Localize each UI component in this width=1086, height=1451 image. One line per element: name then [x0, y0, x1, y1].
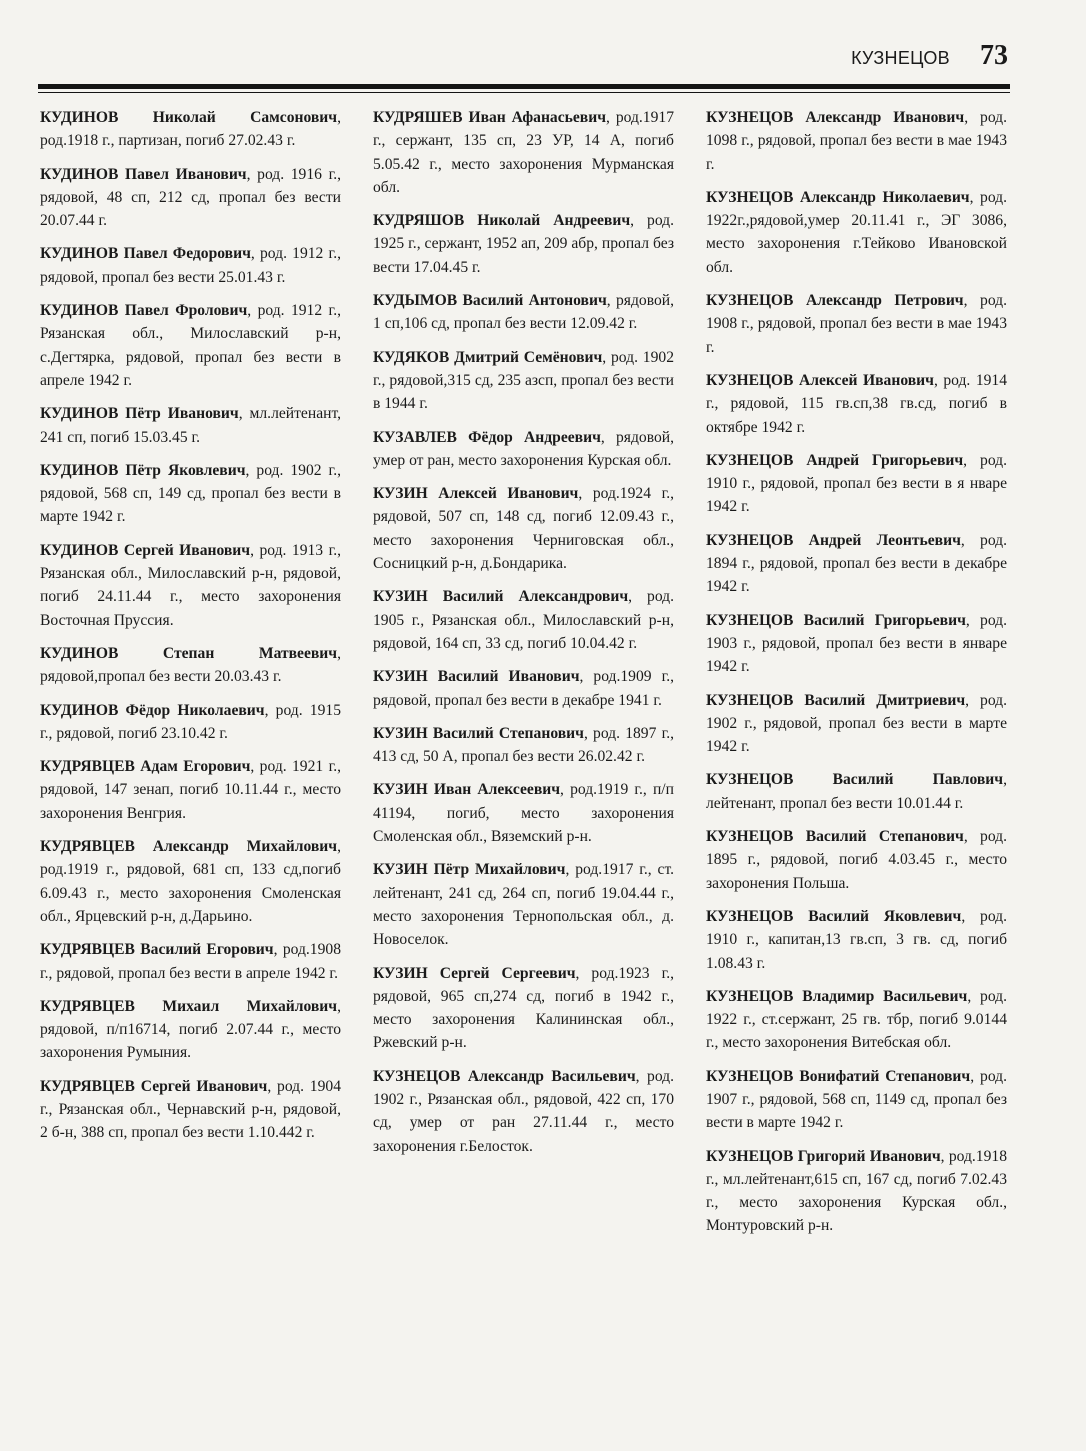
register-entry: КУЗНЕЦОВ Александр Иванович, род. 1098 г., рядовой, пропал без вести в мае 1943 г.	[706, 109, 1007, 173]
entry-details: род.1923 г., рядовой, 965 сп,274 сд, погиб в 1942 г., место захоронения Калининская обл., Ржевский р-н.	[373, 964, 675, 1052]
entry-details: род.1919 г., рядовой, 681 сп, 133 сд,погиб 6.09.43 г., место захоронения Смоленская обл., Ярцевский р-н, д.Дарьино.	[40, 861, 341, 925]
register-entry: КУДИНОВ Пётр Иванович, мл.лейтенант, 241 сп, погиб 15.03.45 г.	[40, 405, 341, 446]
entry-details: род.1909 г., рядовой, пропал без вести в декабре 1941 г.	[373, 668, 675, 709]
entry-details: род. 1908 г., рядовой, пропал без вести в мае 1943 г.	[706, 292, 1007, 356]
entry-details: рядовой,пропал без вести 20.03.43 г.	[40, 668, 282, 686]
register-entry: КУЗАВЛЕВ Фёдор Андреевич, рядовой, умер от ран, место захоронения Курская обл.	[373, 428, 674, 469]
entry-name: КУДИНОВ Николай Самсонович	[40, 109, 338, 126]
page-number: 73	[980, 40, 1008, 71]
entry-details: род. 1098 г., рядовой, пропал без вести в мае 1943 г.	[706, 109, 1007, 173]
register-entry: КУЗНЕЦОВ Александр Петрович, род. 1908 г., рядовой, пропал без вести в мае 1943 г.	[706, 292, 1007, 356]
entry-name: КУДРЯВЦЕВ Александр Михайлович	[40, 838, 338, 856]
entry-name: КУЗИН Иван Алексеевич	[373, 781, 561, 799]
register-entry: КУЗИН Василий Иванович, род.1909 г., рядовой, пропал без вести в декабре 1941 г.	[373, 668, 675, 709]
register-entry: КУДРЯВЦЕВ Василий Егорович, род.1908 г., рядовой, пропал без вести в апреле 1942 г.	[40, 941, 341, 982]
entry-details: род. 1902 г., рядовой, 568 сп, 149 сд, пропал без вести в марте 1942 г.	[40, 461, 341, 526]
entry-details: род. 1922г.,рядовой,умер 20.11.41 г., ЭГ 3086, место захоронения г.Тейково Ивановской обл.	[706, 188, 1007, 276]
entry-name: КУДЫМОВ Василий Антонович	[373, 292, 607, 310]
entry-name: КУДИНОВ Павел Фролович	[40, 302, 248, 320]
entry-details: род.1908 г., рядовой, пропал без вести в апреле 1942 г.	[40, 941, 341, 982]
running-head-surname: КУЗНЕЦОВ	[851, 48, 950, 68]
entry-name: КУДРЯВЦЕВ Адам Егорович	[40, 758, 251, 776]
register-entry: КУЗИН Сергей Сергеевич, род.1923 г., рядовой, 965 сп,274 сд, погиб в 1942 г., место захоронения Калининская обл., Ржевский р-н.	[373, 964, 675, 1052]
entry-name: КУЗИН Пётр Михайлович	[373, 861, 566, 879]
entry-details: род. 1902 г., Рязанская обл., рядовой, 422 сп, 170 сд, умер от ран 27.11.44 г., место захоронения г.Белосток.	[373, 1067, 674, 1155]
entry-name: КУЗИН Василий Степанович	[373, 724, 584, 742]
entry-name: КУЗНЕЦОВ Владимир Васильевич	[706, 987, 968, 1005]
register-entry: КУЗИН Пётр Михайлович, род.1917 г., ст. лейтенант, 241 сд, 264 сп, погиб 19.04.44 г., место захоронения Тернопольская обл., д. Новоселок.	[373, 861, 674, 949]
entry-details: род. 1922 г., ст.сержант, 25 гв. тбр, погиб 9.0144 г., место захоронения Витебская обл.	[706, 987, 1007, 1052]
register-entry: КУЗНЕЦОВ Александр Васильевич, род. 1902 г., Рязанская обл., рядовой, 422 сп, 170 сд, умер от ран 27.11.44 г., место захоронения г.Белосток.	[373, 1067, 674, 1155]
entry-name: КУДЯКОВ Дмитрий Семёнович	[373, 348, 603, 366]
entry-name: КУДРЯВЦЕВ Михаил Михайлович	[40, 997, 338, 1015]
entry-name: КУЗНЕЦОВ Алексей Иванович	[706, 371, 934, 389]
entry-name: КУДИНОВ Степан Матвеевич	[40, 644, 338, 662]
entry-details: мл.лейтенант, 241 сп, погиб 15.03.45 г.	[40, 405, 341, 446]
entry-name: КУЗНЕЦОВ Василий Степанович	[706, 828, 964, 846]
register-entry: КУЗНЕЦОВ Василий Григорьевич, род. 1903 г., рядовой, пропал без вести в январе 1942 г.	[706, 611, 1007, 676]
entry-details: род. 1916 г., рядовой, 48 сп, 212 сд, пропал без вести 20.07.44 г.	[40, 165, 341, 230]
entry-name: КУДРЯШОВ Николай Андреевич	[373, 212, 631, 230]
entry-details: род. 1921 г., рядовой, 147 зенап, погиб 10.11.44 г., место захоронения Венгрия.	[40, 758, 341, 822]
entry-details: род.1918 г., мл.лейтенант,615 сп, 167 сд, погиб 7.02.43 г., место захоронения Курская обл., Монтуровский р-н.	[706, 1147, 1007, 1235]
register-entry: КУЗНЕЦОВ Владимир Васильевич, род. 1922 г., ст.сержант, 25 гв. тбр, погиб 9.0144 г., место захоронения Витебская обл.	[706, 987, 1007, 1052]
entry-name: КУЗНЕЦОВ Григорий Иванович	[706, 1147, 941, 1165]
entry-name: КУДИНОВ Пётр Иванович	[40, 405, 239, 423]
entry-details: рядовой, умер от ран, место захоронения Курская обл.	[373, 428, 674, 469]
register-entry: КУДИНОВ Павел Иванович, род. 1916 г., рядовой, 48 сп, 212 сд, пропал без вести 20.07.44 г.	[40, 165, 341, 230]
entry-details: род. 1914 г., рядовой, 115 гв.сп,38 гв.сд, погиб в октябре 1942 г.	[706, 371, 1008, 436]
register-entry: КУДИНОВ Фёдор Николаевич, род. 1915 г., рядовой, погиб 23.10.42 г.	[40, 701, 341, 742]
entry-name: КУЗНЕЦОВ Андрей Леонтьевич	[706, 531, 961, 549]
entry-details: род. 1902 г., рядовой,315 сд, 235 азсп, пропал без вести в 1944 г.	[373, 348, 674, 413]
entry-name: КУДИНОВ Фёдор Николаевич	[40, 701, 265, 719]
register-entry: КУЗНЕЦОВ Александр Николаевич, род. 1922г.,рядовой,умер 20.11.41 г., ЭГ 3086, место захоронения г.Тейково Ивановской обл.	[706, 188, 1007, 276]
entry-details: род. 1894 г., рядовой, пропал без вести в декабре 1942 г.	[706, 531, 1008, 596]
entry-name: КУЗНЕЦОВ Василий Яковлевич	[706, 907, 962, 925]
register-entry: КУДРЯВЦЕВ Сергей Иванович, род. 1904 г., Рязанская обл., Чернавский р-н, рядовой, 2 б-н, 388 сп, пропал без вести 1.10.442 г.	[40, 1077, 341, 1142]
register-entry: КУЗНЕЦОВ Андрей Григорьевич, род. 1910 г., рядовой, пропал без вести в я нваре 1942 г.	[706, 451, 1007, 516]
register-entry: КУДРЯШОВ Николай Андреевич, род. 1925 г., сержант, 1952 ап, 209 абр, пропал без вести 17.04.45 г.	[373, 212, 675, 276]
register-entry: КУДРЯШЕВ Иван Афанасьевич, род.1917 г., сержант, 135 сп, 23 УР, 14 А, погиб 5.05.42 г., место захоронения Мурманская обл.	[373, 109, 674, 196]
entry-name: КУЗИН Василий Иванович	[373, 668, 580, 686]
register-entry: КУДРЯВЦЕВ Адам Егорович, род. 1921 г., рядовой, 147 зенап, погиб 10.11.44 г., место захоронения Венгрия.	[40, 758, 341, 822]
entry-name: КУДИНОВ Павел Федорович	[40, 245, 251, 263]
entry-name: КУЗНЕЦОВ Александр Иванович	[706, 109, 965, 126]
entry-details: род.1919 г., п/п 41194, погиб, место захоронения Смоленская обл., Вяземский р-н.	[373, 781, 674, 846]
register-entry: КУДИНОВ Пётр Яковлевич, род. 1902 г., рядовой, 568 сп, 149 сд, пропал без вести в марте 1942 г.	[40, 461, 341, 526]
entry-details: род. 1897 г., 413 сд, 50 А, пропал без вести 26.02.42 г.	[373, 724, 675, 766]
entry-details: род. 1904 г., Рязанская обл., Чернавский р-н, рядовой, 2 б-н, 388 сп, пропал без вести 1.10.442 г.	[40, 1077, 341, 1142]
entry-details: род. 1903 г., рядовой, пропал без вести в январе 1942 г.	[706, 611, 1007, 676]
entry-details: род. 1907 г., рядовой, 568 сп, 1149 сд, пропал без вести в марте 1942 г.	[706, 1067, 1007, 1132]
entry-name: КУЗНЕЦОВ Василий Дмитриевич	[706, 691, 966, 709]
register-entry: КУЗИН Иван Алексеевич, род.1919 г., п/п 41194, погиб, место захоронения Смоленская обл., Вяземский р-н.	[373, 781, 674, 846]
entry-name: КУДИНОВ Павел Иванович	[40, 165, 247, 183]
register-entry: КУДИНОВ Степан Матвеевич, рядовой,пропал без вести 20.03.43 г.	[40, 644, 341, 686]
register-entry: КУЗИН Василий Александрович, род. 1905 г., Рязанская обл., Милославский р-н, рядовой, 164 сп, 33 сд, погиб 10.04.42 г.	[373, 588, 674, 652]
entry-details: рядовой, 1 сп,106 сд, пропал без вести 12.09.42 г.	[373, 292, 674, 333]
entry-details: род. 1915 г., рядовой, погиб 23.10.42 г.	[40, 701, 341, 742]
register-entry: КУДИНОВ Павел Фролович, род. 1912 г., Рязанская обл., Милославский р-н, с.Дегтярка, рядовой, пропал без вести в апреле 1942 г.	[40, 302, 341, 389]
entry-details: род.1924 г., рядовой, 507 сп, 148 сд, погиб 12.09.43 г., место захоронения Черниговская обл., Сосницкий р-н, д.Бондарика.	[373, 485, 674, 573]
entry-name: КУДРЯВЦЕВ Василий Егорович	[40, 941, 274, 959]
register-entry: КУЗНЕЦОВ Вонифатий Степанович, род. 1907 г., рядовой, 568 сп, 1149 сд, пропал без вести в марте 1942 г.	[706, 1067, 1007, 1132]
text-columns	[40, 106, 1008, 1316]
entry-details: род. 1902 г., рядовой, пропал без вести в марте 1942 г.	[706, 691, 1007, 756]
register-entry: КУЗНЕЦОВ Алексей Иванович, род. 1914 г., рядовой, 115 гв.сп,38 гв.сд, погиб в октябре 1942 г.	[706, 371, 1008, 436]
entry-name: КУДИНОВ Пётр Яковлевич	[40, 461, 246, 479]
entry-details: род. 1913 г., Рязанская обл., Милославский р-н, рядовой, погиб 24.11.44 г., место захоронения Восточная Пруссия.	[40, 541, 342, 629]
register-entry: КУДИНОВ Сергей Иванович, род. 1913 г., Рязанская обл., Милославский р-н, рядовой, погиб 24.11.44 г., место захоронения Восточная Пруссия.	[40, 541, 342, 629]
register-entry: КУЗНЕЦОВ Григорий Иванович, род.1918 г., мл.лейтенант,615 сп, 167 сд, погиб 7.02.43 г., место захоронения Курская обл., Монтуровский р-н.	[706, 1147, 1007, 1235]
entry-name: КУЗИН Сергей Сергеевич	[373, 964, 576, 982]
column-2	[373, 106, 674, 1316]
entry-name: КУЗНЕЦОВ Александр Васильевич	[373, 1067, 636, 1085]
register-entry: КУДИНОВ Павел Федорович, род. 1912 г., рядовой, пропал без вести 25.01.43 г.	[40, 245, 341, 286]
entry-details: род.1917 г., сержант, 135 сп, 23 УР, 14 А, погиб 5.05.42 г., место захоронения Мурманская обл.	[373, 109, 674, 196]
entry-name: КУЗИН Василий Александрович	[373, 588, 629, 606]
entry-details: род.1917 г., ст. лейтенант, 241 сд, 264 сп, погиб 19.04.44 г., место захоронения Тернопольская обл., д. Новоселок.	[373, 861, 674, 949]
entry-name: КУЗНЕЦОВ Александр Петрович	[706, 292, 964, 310]
entry-name: КУЗНЕЦОВ Андрей Григорьевич	[706, 451, 964, 469]
entry-details: род. 1925 г., сержант, 1952 ап, 209 абр, пропал без вести 17.04.45 г.	[373, 212, 675, 276]
column-1	[40, 106, 341, 1316]
register-entry: КУЗНЕЦОВ Василий Павлович, лейтенант, пропал без вести 10.01.44 г.	[706, 771, 1007, 812]
entry-details: род. 1912 г., рядовой, пропал без вести 25.01.43 г.	[40, 245, 341, 286]
entry-details: лейтенант, пропал без вести 10.01.44 г.	[706, 794, 964, 812]
entry-details: род. 1910 г., рядовой, пропал без вести в я нваре 1942 г.	[706, 451, 1007, 516]
register-entry: КУДРЯВЦЕВ Александр Михайлович, род.1919 г., рядовой, 681 сп, 133 сд,погиб 6.09.43 г., место захоронения Смоленская обл., Ярцевский р-н, д.Дарьино.	[40, 838, 341, 925]
register-entry: КУДИНОВ Николай Самсонович, род.1918 г., партизан, погиб 27.02.43 г.	[40, 109, 341, 150]
entry-name: КУДРЯШЕВ Иван Афанасьевич	[373, 109, 607, 126]
entry-name: КУЗНЕЦОВ Василий Павлович	[706, 771, 1004, 789]
register-entry: КУЗИН Василий Степанович, род. 1897 г., 413 сд, 50 А, пропал без вести 26.02.42 г.	[373, 724, 675, 766]
entry-name: КУЗНЕЦОВ Александр Николаевич	[706, 188, 970, 206]
running-head	[40, 40, 1008, 80]
entry-details: рядовой, п/п16714, погиб 2.07.44 г., место захоронения Румыния.	[40, 1021, 341, 1062]
entry-name: КУЗНЕЦОВ Вонифатий Степанович	[706, 1067, 971, 1085]
entry-details: род. 1895 г., рядовой, погиб 4.03.45 г., место захоронения Польша.	[706, 828, 1007, 892]
register-entry: КУЗНЕЦОВ Андрей Леонтьевич, род. 1894 г., рядовой, пропал без вести в декабре 1942 г.	[706, 531, 1008, 596]
entry-name: КУДИНОВ Сергей Иванович	[40, 541, 251, 559]
entry-name: КУЗАВЛЕВ Фёдор Андреевич	[373, 428, 601, 446]
register-entry: КУДРЯВЦЕВ Михаил Михайлович, рядовой, п/п16714, погиб 2.07.44 г., место захоронения Румыния.	[40, 997, 341, 1062]
register-entry: КУДЯКОВ Дмитрий Семёнович, род. 1902 г., рядовой,315 сд, 235 азсп, пропал без вести в 1944 г.	[373, 348, 674, 413]
register-entry: КУЗНЕЦОВ Василий Яковлевич, род. 1910 г., капитан,13 гв.сп, 3 гв. сд, погиб 1.08.43 г.	[706, 907, 1007, 972]
entry-details: род.1918 г., партизан, погиб 27.02.43 г.	[40, 132, 296, 150]
column-3	[706, 106, 1007, 1316]
register-entry: КУЗНЕЦОВ Василий Степанович, род. 1895 г., рядовой, погиб 4.03.45 г., место захоронения Польша.	[706, 828, 1007, 892]
entry-details: род. 1905 г., Рязанская обл., Милославский р-н, рядовой, 164 сп, 33 сд, погиб 10.04.42 г.	[373, 588, 674, 652]
entry-details: род. 1912 г., Рязанская обл., Милославский р-н, с.Дегтярка, рядовой, пропал без вести в апреле 1942 г.	[40, 302, 341, 389]
entry-name: КУЗНЕЦОВ Василий Григорьевич	[706, 611, 966, 629]
header-rule-thick	[38, 84, 1010, 89]
register-entry: КУЗНЕЦОВ Василий Дмитриевич, род. 1902 г., рядовой, пропал без вести в марте 1942 г.	[706, 691, 1007, 756]
entry-details: род. 1910 г., капитан,13 гв.сп, 3 гв. сд, погиб 1.08.43 г.	[706, 907, 1007, 972]
register-entry: КУДЫМОВ Василий Антонович, рядовой, 1 сп,106 сд, пропал без вести 12.09.42 г.	[373, 292, 674, 333]
entry-name: КУДРЯВЦЕВ Сергей Иванович	[40, 1077, 268, 1095]
header-rule-thin	[38, 92, 1010, 93]
register-entry: КУЗИН Алексей Иванович, род.1924 г., рядовой, 507 сп, 148 сд, погиб 12.09.43 г., место захоронения Черниговская обл., Сосницкий р-н, д.Бондарика.	[373, 485, 674, 573]
entry-name: КУЗИН Алексей Иванович	[373, 485, 579, 503]
